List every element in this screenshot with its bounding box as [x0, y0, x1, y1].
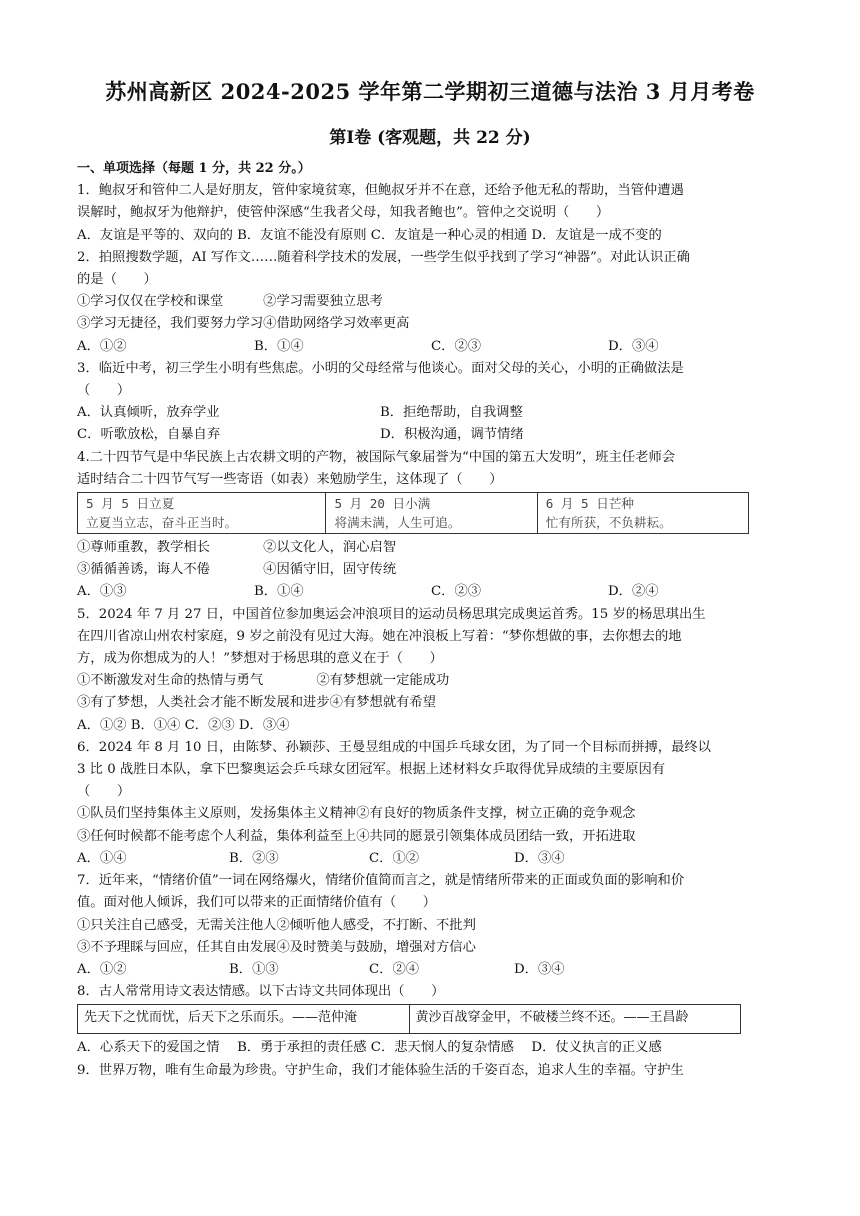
q5-options: A．①② B．①④ C．②③ D．③④ — [77, 717, 290, 733]
q8-stem-line: 8．古人常常用诗文表达情感。以下古诗文共同体现出（ ） — [77, 984, 445, 1000]
q2-statements: ③学习无捷径，我们要努力学习④借助网络学习效率更高 — [77, 316, 410, 332]
table-cell — [326, 493, 537, 534]
table-cell — [78, 493, 326, 534]
option-a: A．①④ — [77, 850, 127, 866]
q6-statements: ③任何时候都不能考虑个人利益，集体利益至上④共同的愿景引领集体成员团结一致，开拓进取 — [77, 828, 636, 844]
q7-stem-line: 值。面对他人倾诉，我们可以带来的正面情绪价值有（ ） — [77, 895, 437, 911]
option-b: B．①③ — [229, 961, 279, 977]
q3-options-row — [77, 402, 787, 424]
q4-statements: ①尊师重教，教学相长 ②以文化人，润心启智 — [77, 540, 397, 556]
q7-statements: ③不予理睬与回应，任其自由发展④及时赞美与鼓励，增强对方信心 — [77, 939, 476, 955]
poem-cell: 先天下之忧而忧，后天下之乐而乐。——范仲淹 — [78, 1005, 410, 1034]
poem-cell: 黄沙百战穿金甲，不破楼兰终不还。——王昌龄 — [409, 1005, 741, 1034]
q7-options — [77, 959, 787, 981]
option-a: A．①② — [77, 338, 127, 354]
option-b: B．①④ — [254, 338, 304, 354]
option-a: A．认真倾听，放弃学业 — [77, 405, 220, 421]
option-d: D．③④ — [514, 850, 565, 866]
q5-stem-line: 方，成为你想成为的人！”梦想对于杨思琪的意义在于（ ） — [77, 651, 443, 667]
q2-statements: ①学习仅仅在学校和课堂 ②学习需要独立思考 — [77, 294, 383, 310]
q7-stem-line: 7．近年来，“情绪价值”一词在网络爆火，情绪价值简而言之，就是情绪所带来的正面或负面的影响和价 — [77, 873, 685, 889]
q8-options: A．心系天下的爱国之情 B．勇于承担的责任感 C．悲天悯人的复杂情感 D．仗义执言的正义感 — [77, 1040, 662, 1056]
option-b: B．①④ — [254, 584, 304, 600]
option-a: A．①③ — [77, 584, 127, 600]
exam-content — [77, 158, 787, 1082]
option-c: C．听歌放松，自暴自弃 — [77, 427, 221, 443]
q3-stem-line: 3．临近中考，初三学生小明有些焦虑。小明的父母经常与他谈心。面对父母的关心，小明的正确做法是 — [77, 360, 684, 376]
q5-statements: ③有了梦想，人类社会才能不断发展和进步④有梦想就有希望 — [77, 695, 437, 711]
q3-options-row — [77, 424, 787, 446]
q6-stem-line: 6．2024 年 8 月 10 日，由陈梦、孙颖莎、王曼昱组成的中国乒乓球女团，为了同一个目标而拼搏，最终以 — [77, 739, 711, 755]
term-date: 5 月 20 日小满 — [334, 496, 431, 512]
option-d: D．③④ — [608, 338, 659, 354]
q6-stem-line: （ ） — [77, 784, 131, 800]
q9-stem-line: 9．世界万物，唯有生命最为珍贵。守护生命，我们才能体验生活的千姿百态，追求人生的幸福。守护生 — [77, 1062, 684, 1078]
exam-title: 苏州高新区 2024-2025 学年第二学期初三道德与法治 3 月月考卷 — [105, 79, 755, 104]
term-date: 6 月 5 日芒种 — [545, 496, 635, 512]
option-c: C．①② — [369, 850, 420, 866]
q2-stem-line: 的是（ ） — [77, 272, 157, 288]
q5-stem-line: 在四川省凉山州农村家庭，9 岁之前没有见过大海。她在冲浪板上写着：“梦你想做的事，去你想去的地 — [77, 628, 682, 644]
q2-options — [77, 336, 787, 358]
option-d: D．积极沟通，调节情绪 — [380, 427, 524, 443]
option-c: C．②③ — [431, 338, 482, 354]
term-message: 将满未满，人生可追。 — [334, 515, 461, 531]
q1-stem-line: 误解时，鲍叔牙为他辩护，使管仲深感“生我者父母，知我者鲍也”。管仲之交说明（ ） — [77, 205, 610, 221]
table-cell — [537, 493, 748, 534]
q4-stem-line: 4.二十四节气是中华民族上古农耕文明的产物，被国际气象届誉为“中国的第五大发明”，班主任老师会 — [77, 449, 676, 465]
option-b: B．②③ — [229, 850, 279, 866]
q5-stem-line: 5．2024 年 7 月 27 日，中国首位参加奥运会冲浪项目的运动员杨思琪完成奥运首秀。15 岁的杨思琪出生 — [77, 606, 706, 622]
option-d: D．②④ — [608, 584, 659, 600]
q4-stem-line: 适时结合二十四节气写一些寄语（如表）来勉励学生，这体现了（ ） — [77, 471, 503, 487]
part-subtitle: 第Ⅰ卷 (客观题，共 22 分) — [329, 128, 531, 148]
term-message: 立夏当立志，奋斗正当时。 — [86, 515, 238, 531]
q3-stem-line: （ ） — [77, 383, 131, 399]
option-c: C．②④ — [369, 961, 420, 977]
term-date: 5 月 5 日立夏 — [86, 496, 175, 512]
option-d: D．③④ — [514, 961, 565, 977]
term-message: 忙有所获，不负耕耘。 — [545, 515, 672, 531]
q5-statements: ①不断激发对生命的热情与勇气 ②有梦想就一定能成功 — [77, 673, 450, 689]
q2-stem-line: 2．拍照搜数学题，AI 写作文……随着科学技术的发展，一些学生似乎找到了学习“神器”。对此认识正确 — [77, 249, 690, 265]
option-b: B．拒绝帮助，自我调整 — [380, 405, 523, 421]
poem-table — [77, 1004, 741, 1034]
option-a: A．①② — [77, 961, 127, 977]
section-heading: 一、单项选择（每题 1 分，共 22 分。） — [77, 161, 311, 176]
solar-terms-table — [77, 492, 749, 534]
q1-options: A．友谊是平等的、双向的 B．友谊不能没有原则 C．友谊是一种心灵的相通 D．友谊是一成不变的 — [77, 227, 662, 243]
option-c: C．②③ — [431, 584, 482, 600]
q7-statements: ①只关注自己感受，无需关注他人②倾听他人感受，不打断、不批判 — [77, 917, 476, 933]
q6-statements: ①队员们坚持集体主义原则，发扬集体主义精神②有良好的物质条件支撑，树立正确的竞争观念 — [77, 806, 636, 822]
q4-options — [77, 581, 787, 603]
q6-options — [77, 848, 787, 870]
q1-stem-line: 1．鲍叔牙和管仲二人是好朋友，管仲家境贫寒，但鲍叔牙并不在意，还给予他无私的帮助，当管仲遭遇 — [77, 183, 684, 199]
q4-statements: ③循循善诱，诲人不倦 ④因循守旧，固守传统 — [77, 562, 397, 578]
q6-stem-line: 3 比 0 战胜日本队，拿下巴黎奥运会乒乓球女团冠军。根据上述材料女乒取得优异成绩的主要原因有 — [77, 762, 666, 778]
